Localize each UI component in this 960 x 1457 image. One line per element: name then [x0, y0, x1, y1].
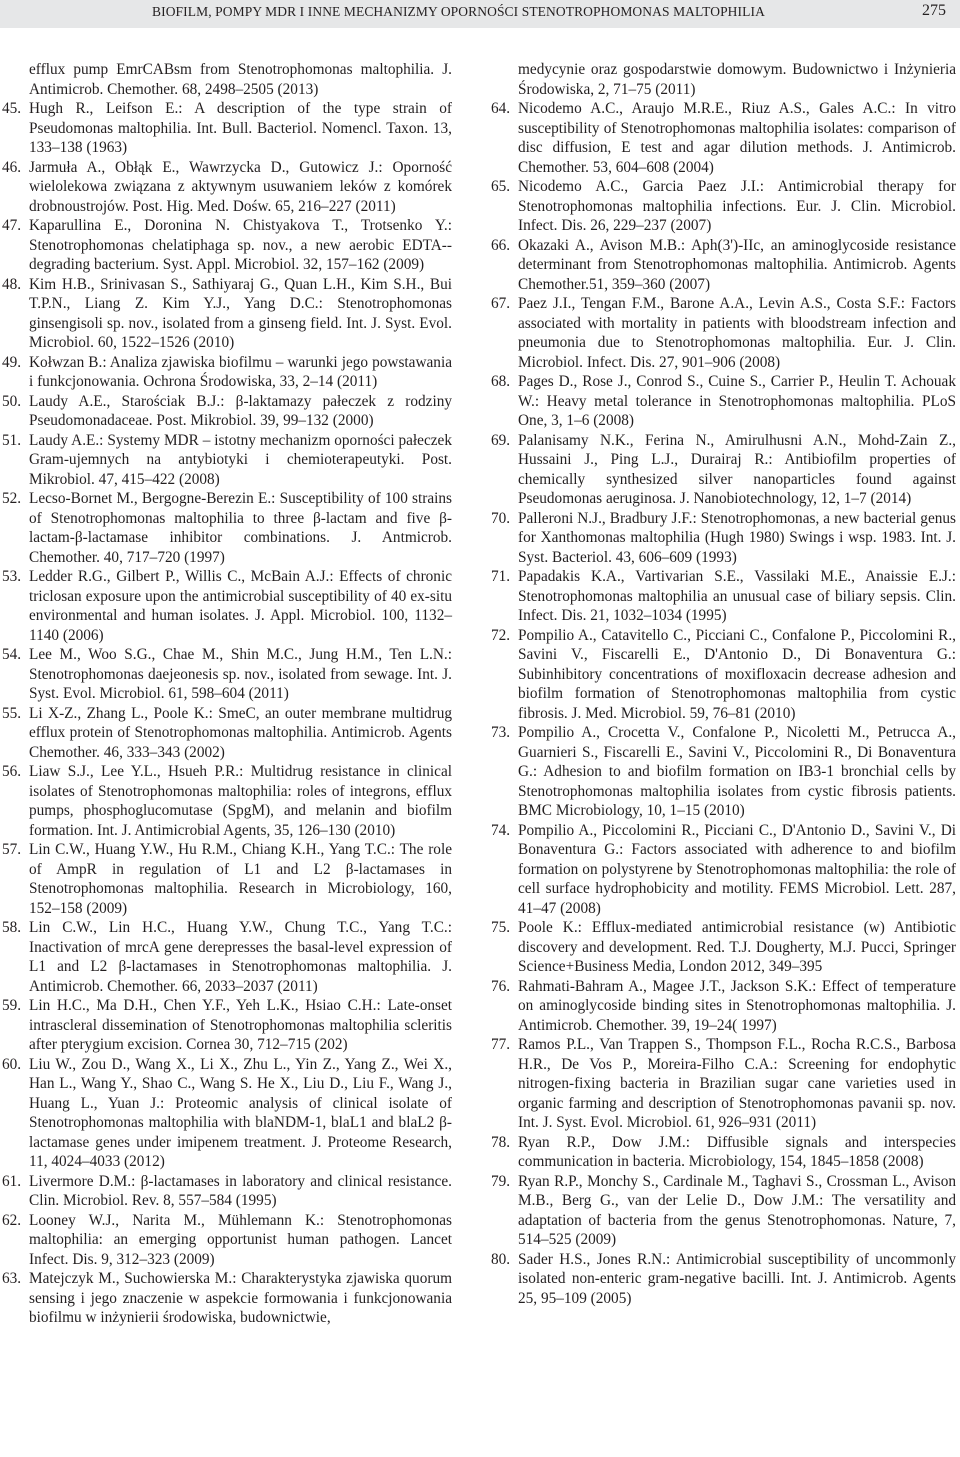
- reference-text: Laudy A.E.: Systemy MDR – istotny mechanizm oporności pałeczek Gram-ujemnych na antybiotyki i chemioterapeutyki. Post. Mikrobiol. 47, 415–422 (2008): [29, 431, 452, 488]
- reference-text: Lin C.W., Lin H.C., Huang Y.W., Chung T.C., Yang T.C.: Inactivation of mrcA gene derepresses the basal-level expression of L1 and L2 β-lactamases in Stenotrophomonas maltophilia. J. Antimicrob. Chemother. 66, 2033–2037 (2011): [29, 919, 452, 995]
- running-header: [0, 0, 960, 28]
- reference-list-left-column: [2, 60, 452, 1328]
- reference-number: 73.: [491, 724, 511, 741]
- reference-text: Lee M., Woo S.G., Chae M., Shin M.C., Jung H.M., Ten L.N.: Stenotrophomonas daejeonesis sp. nov., isolated from sewage. Int. J. Syst. Evol. Microbiol. 61, 598–604 (2011): [29, 646, 452, 702]
- reference-entry: [491, 372, 956, 431]
- reference-number: 49.: [2, 353, 22, 371]
- reference-entry: [2, 1055, 452, 1172]
- reference-text: Lecso-Bornet M., Bergogne-Berezin E.: Susceptibility of 100 strains of Stenotrophomonas maltophilia to three β-lactam and five β-lactam-β-lactamase inhibitor combinations. J. Antmicrob. Chemother. 40, 717–720 (1997): [29, 490, 452, 566]
- reference-entry: [491, 236, 956, 295]
- reference-number: 53.: [2, 568, 22, 585]
- reference-entry: [2, 567, 452, 645]
- reference-text: Li X-Z., Zhang L., Poole K.: SmeC, an outer membrane multidrug efflux protein of Stenotrophomonas maltophilia. Antimicrob. Agents Chemother. 46, 333–343 (2002): [29, 704, 452, 761]
- reference-entry: [2, 1172, 452, 1211]
- reference-text: Sader H.S., Jones R.N.: Antimicrobial susceptibility of uncommonly isolated non-enteric gram-negative bacilli. Int. J. Antimicrob. Agents 25, 95–109 (2005): [518, 1250, 956, 1307]
- reference-number: 45.: [2, 100, 22, 117]
- reference-number: 70.: [491, 509, 511, 527]
- reference-entry: [2, 99, 452, 158]
- reference-entry: [2, 1211, 452, 1270]
- reference-entry: [2, 158, 452, 217]
- reference-number: 52.: [2, 490, 22, 507]
- reference-number: 66.: [491, 236, 511, 254]
- reference-number: 79.: [491, 1172, 511, 1190]
- reference-number: 67.: [491, 295, 511, 312]
- reference-text: Nicodemo A.C., Araujo M.R.E., Riuz A.S., Gales A.C.: In vitro susceptibility of Stenotrophomonas maltophilia isolates: comparison of disc diffusion, E test and agar dilution methods. J. Antimicrob. Chemother. 53, 604–608 (2004): [518, 100, 956, 176]
- reference-text: Lin C.W., Huang Y.W., Hu R.M., Chiang K.H., Yang T.C.: The role of AmpR in regulation of L1 and L2 β-lactamases in Stenotrophomonas maltophilia. Research in Microbiology, 160, 152–158 (2009): [29, 841, 452, 917]
- reference-text: Ramos P.L., Van Trappen S., Thompson F.L., Rocha R.C.S., Barbosa H.R., De Vos P., Moreira-Filho C.A.: Screening for endophytic nitrogen-fixing bacteria in Brazilian sugar cane varieties used in organic farming and description of Stenotrophomonas pavanii sp. nov. Int. J. Syst. Evol. Microbiol. 61, 926–931 (2011): [518, 1036, 956, 1131]
- reference-text: Hugh R., Leifson E.: A description of the type strain of Pseudomonas maltophilia. Int. Bull. Bacteriol. Nomencl. Taxon. 13, 133–138 (1963): [29, 100, 452, 156]
- reference-entry: [491, 177, 956, 236]
- reference-text: Ryan R.P., Dow J.M.: Diffusible signals and interspecies communication in bacteria. Microbiology, 154, 1845–1858 (2008): [518, 1133, 956, 1170]
- reference-entry: [2, 1269, 452, 1328]
- reference-entry: [491, 60, 956, 99]
- reference-list-right-column: [491, 60, 956, 1308]
- reference-text: Palleroni N.J., Bradbury J.F.: Stenotrophomonas, a new bacterial genus for Xanthomonas maltophilia (Hugh 1980) Swings i wsp. 1983. Int. J. Syst. Bacteriol. 43, 606–609 (1993): [518, 509, 956, 566]
- reference-entry: [491, 294, 956, 372]
- page-number: 275: [922, 2, 946, 19]
- reference-entry: [2, 704, 452, 763]
- reference-number: 48.: [2, 275, 22, 293]
- reference-entry: [491, 626, 956, 724]
- reference-text: Ryan R.P., Monchy S., Cardinale M., Taghavi S., Crossman L., Avison M.B., Berg G., van der Lelie D., Dow J.M.: The versatility and adaptation of bacteria from the genus Stenotrophomonas. Nature, 7, 514–525 (2009): [518, 1172, 956, 1248]
- reference-number: 50.: [2, 392, 22, 410]
- reference-number: 69.: [491, 431, 511, 449]
- reference-entry: [2, 275, 452, 353]
- reference-entry: [491, 821, 956, 919]
- reference-entry: [2, 645, 452, 704]
- reference-text: Papadakis K.A., Vartivarian S.E., Vassilaki M.E., Anaissie E.J.: Stenotrophomonas maltophilia an unusual case of biliary sepsis. Clin. Infect. Dis. 21, 1032–1034 (1995): [518, 568, 956, 624]
- reference-text: efflux pump EmrCABsm from Stenotrophomonas maltophilia. J. Antimicrob. Chemother. 68, 2498–2505 (2013): [29, 61, 452, 98]
- reference-entry: [2, 918, 452, 996]
- reference-text: Pompilio A., Catavitello C., Picciani C., Confalone P., Piccolomini R., Savini V., Fiscarelli E., D'Antonio D., Di Bonaventura G.: Subinhibitory concentrations of moxifloxacin decrease adhesion and biofilm formation of Stenotrophomonas maltophilia from cystic fibrosis. J. Med. Microbiol. 59, 76–81 (2010): [518, 626, 956, 722]
- reference-number: 56.: [2, 763, 22, 780]
- reference-number: 64.: [491, 100, 511, 117]
- reference-text: Livermore D.M.: β-lactamases in laboratory and clinical resistance. Clin. Microbiol. Rev. 8, 557–584 (1995): [29, 1172, 452, 1209]
- reference-text: Looney W.J., Narita M., Mühlemann K.: Stenotrophomonas maltophilia: an emerging opportunist human pathogen. Lancet Infect. Dis. 9, 312–323 (2009): [29, 1211, 452, 1268]
- reference-number: 59.: [2, 997, 22, 1014]
- reference-number: 78.: [491, 1133, 511, 1151]
- reference-text: Liaw S.J., Lee Y.L., Hsueh P.R.: Multidrug resistance in clinical isolates of Stenotrophomonas maltophilia: roles of integrons, efflux pumps, phosphoglucomutase (SpgM), and melanin and biofilm formation. Int. J. Antimicrobial Agents, 35, 126–130 (2010): [29, 763, 452, 839]
- reference-entry: [491, 509, 956, 568]
- reference-number: 71.: [491, 568, 511, 585]
- reference-text: Pompilio A., Piccolomini R., Picciani C., D'Antonio D., Savini V., Di Bonaventura G.: Factors associated with adherence to and biofilm formation on polystyrene by Stenotrophomonas maltophilia: the role of cell surface hydrophobicity and motility. FEMS Microbiol. Lett. 287, 41–47 (2008): [518, 821, 956, 917]
- reference-text: Okazaki A., Avison M.B.: Aph(3')-IIc, an aminoglycoside resistance determinant from Stenotrophomonas maltophilia. Antimicrob. Agents Chemother.51, 359–360 (2007): [518, 236, 956, 293]
- reference-entry: [2, 60, 452, 99]
- reference-number: 75.: [491, 919, 511, 936]
- reference-number: 58.: [2, 919, 22, 936]
- reference-number: 54.: [2, 646, 22, 663]
- reference-text: Kołwzan B.: Analiza zjawiska biofilmu – warunki jego powstawania i funkcjonowania. Ochrona Środowiska, 33, 2–14 (2011): [29, 353, 452, 390]
- reference-text: Laudy A.E., Starościak B.J.: β-laktamazy pałeczek z rodziny Pseudomonadaceae. Post. Mikrobiol. 39, 99–132 (2000): [29, 392, 452, 429]
- reference-number: 65.: [491, 178, 511, 195]
- running-header-title: BIOFILM, POMPY MDR I INNE MECHANIZMY OPORNOŚCI STENOTROPHOMONAS MALTOPHILIA: [152, 4, 765, 19]
- reference-text: Kaparullina E., Doronina N. Chistyakova T., Trotsenko Y.: Stenotrophomonas chelatiphaga sp. nov., a new aerobic EDTA--degrading bacterium. Syst. Appl. Microbiol. 32, 157–162 (2009): [29, 217, 452, 273]
- reference-number: 55.: [2, 704, 22, 722]
- reference-number: 47.: [2, 217, 22, 234]
- reference-entry: [491, 1133, 956, 1172]
- reference-text: Pompilio A., Crocetta V., Confalone P., Nicoletti M., Petrucca A., Guarnieri S., Fiscarelli E., Savini V., Piccolomini R., Di Bonaventura G.: Adhesion to and biofilm formation on IB3-1 bronchial cells by Stenotrophomonas maltophilia isolates from cystic fibrosis patients. BMC Microbiology, 10, 1–15 (2010): [518, 724, 956, 819]
- reference-text: Nicodemo A.C., Garcia Paez J.I.: Antimicrobial therapy for Stenotrophomonas maltophilia infections. Eur. J. Clin. Microbiol. Infect. Dis. 26, 229–237 (2007): [518, 178, 956, 234]
- reference-text: Kim H.B., Srinivasan S., Sathiyaraj G., Quan L.H., Kim S.H., Bui T.P.N., Liang Z. Kim Y.J., Yang D.C.: Stenotrophomonas ginsengisoli sp. nov., isolated from a ginseng field. Int. J. Syst. Evol. Microbiol. 60, 1522–1526 (2010): [29, 275, 452, 351]
- reference-number: 51.: [2, 431, 22, 449]
- reference-text: Ledder R.G., Gilbert P., Willis C., McBain A.J.: Effects of chronic triclosan exposure upon the antimicrobial susceptibility of 40 ex-situ environmental and human isolates. J. Appl. Microbiol. 100, 1132–1140 (2006): [29, 568, 452, 644]
- reference-text: Palanisamy N.K., Ferina N., Amirulhusni A.N., Mohd-Zain Z., Hussaini J., Ping L.J., Durairaj R.: Antibiofilm properties of chemically synthesized silver nanoparticles found against Pseudomonas aeruginosa. J. Nanobiotechnology, 12, 1–7 (2014): [518, 431, 956, 507]
- reference-entry: [491, 1035, 956, 1133]
- reference-text: Matejczyk M., Suchowierska M.: Charakterystyka zjawiska quorum sensing i jego znaczenie w aspekcie formowania i funkcjonowania biofilmu w inżynierii środowiska, budownictwie,: [29, 1270, 452, 1326]
- reference-entry: [491, 99, 956, 177]
- reference-number: 68.: [491, 373, 511, 390]
- reference-text: Paez J.I., Tengan F.M., Barone A.A., Levin A.S., Costa S.F.: Factors associated with mortality in patients with bloodstream infection and pneumonia due to Stenotrophomonas maltophilia. Eur. J. Clin. Microbiol. Infect. Dis. 27, 901–906 (2008): [518, 295, 956, 371]
- reference-text: Poole K.: Efflux-mediated antimicrobial resistance (w) Antibiotic discovery and development. Red. T.J. Dougherty, M.J. Pucci, Springer Science+Business Media, London 2012, 349–395: [518, 919, 956, 975]
- reference-text: Rahmati-Bahram A., Magee J.T., Jackson S.K.: Effect of temperature on aminoglycoside binding sites in Stenotrophomonas maltophilia. J. Antimicrob. Chemother. 39, 19–24( 1997): [518, 977, 956, 1034]
- reference-entry: [2, 840, 452, 918]
- reference-number: 62.: [2, 1211, 22, 1229]
- reference-entry: [491, 723, 956, 821]
- reference-entry: [2, 762, 452, 840]
- reference-number: 74.: [491, 821, 511, 839]
- reference-number: 61.: [2, 1172, 22, 1190]
- reference-text: medycynie oraz gospodarstwie domowym. Budownictwo i Inżynieria Środowiska, 2, 71–75 (2011): [518, 61, 956, 98]
- reference-text: Lin H.C., Ma D.H., Chen Y.F., Yeh L.K., Hsiao C.H.: Late-onset intrascleral dissemination of Stenotrophomonas maltophilia scleritis after pterygium excision. Cornea 30, 712–715 (202): [29, 997, 452, 1053]
- reference-number: 57.: [2, 841, 22, 858]
- reference-entry: [491, 918, 956, 977]
- reference-entry: [491, 567, 956, 626]
- reference-number: 46.: [2, 158, 22, 176]
- reference-text: Liu W., Zou D., Wang X., Li X., Zhu L., Yin Z., Yang Z., Wei X., Han L., Wang Y., Shao C., Wang S. He X., Liu D., Liu F., Wang J., Huang L., Yuan J.: Proteomic analysis of clinical isolate of Stenotrophomonas maltophilia with blaNDM-1, blaL1 and blaL2 β-lactamase genes under imipenem treatment. J. Proteome Research, 11, 4024–4033 (2012): [29, 1055, 452, 1170]
- reference-number: 63.: [2, 1270, 22, 1287]
- reference-text: Pages D., Rose J., Conrod S., Cuine S., Carrier P., Heulin T. Achouak W.: Heavy metal tolerance in Stenotrophomonas maltophilia. PLoS One, 3, 1–6 (2008): [518, 373, 956, 429]
- reference-entry: [491, 1250, 956, 1309]
- reference-entry: [2, 996, 452, 1055]
- reference-number: 76.: [491, 977, 511, 995]
- reference-number: 60.: [2, 1055, 22, 1073]
- reference-entry: [2, 431, 452, 490]
- reference-entry: [491, 431, 956, 509]
- reference-entry: [2, 353, 452, 392]
- reference-number: 77.: [491, 1036, 511, 1053]
- reference-entry: [2, 216, 452, 275]
- reference-entry: [491, 1172, 956, 1250]
- reference-text: Jarmuła A., Obłąk E., Wawrzycka D., Gutowicz J.: Oporność wielolekowa związana z aktywnym usuwaniem leków z komórek drobnoustrojów. Post. Hig. Med. Dośw. 65, 216–227 (2011): [29, 158, 452, 215]
- reference-number: 72.: [491, 626, 511, 644]
- reference-entry: [2, 489, 452, 567]
- reference-entry: [2, 392, 452, 431]
- reference-number: 80.: [491, 1250, 511, 1268]
- reference-entry: [491, 977, 956, 1036]
